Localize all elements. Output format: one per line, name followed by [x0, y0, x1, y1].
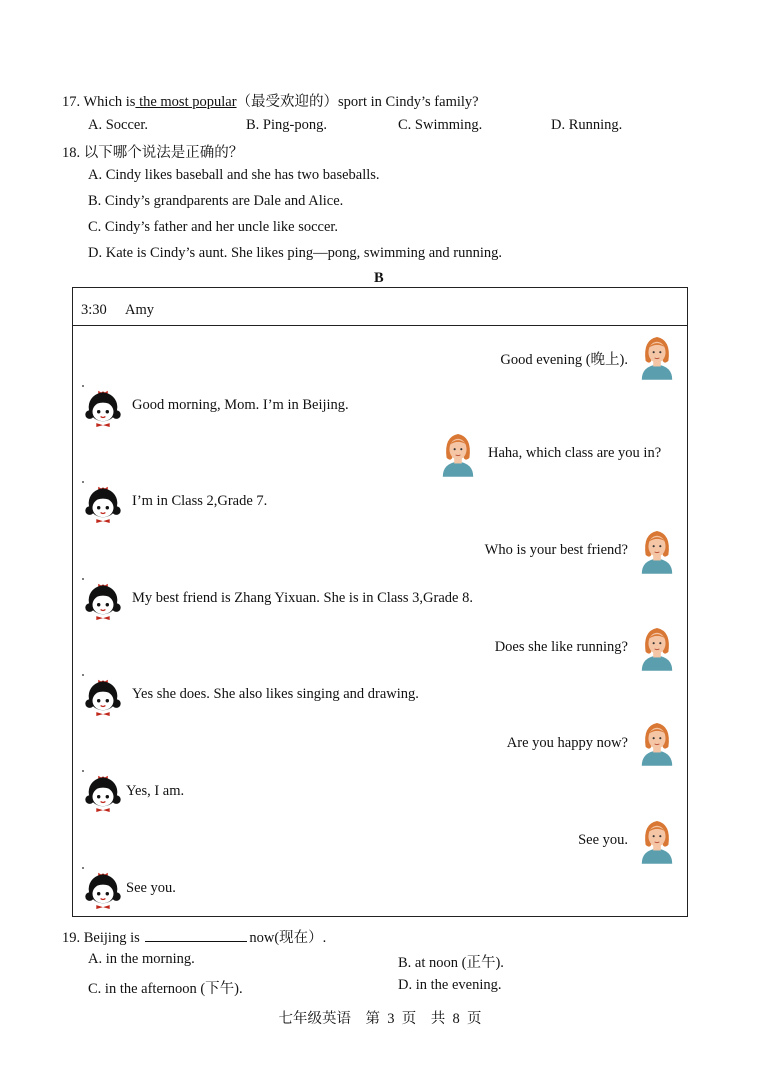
q19-option-a: A. in the morning. — [88, 951, 195, 967]
q19-stem-prefix: 19. Beijing is — [62, 930, 144, 946]
chat-message-mom: Good evening (晚上). — [500, 352, 628, 368]
chat-header — [73, 288, 687, 326]
chat-message-girl: My best friend is Zhang Yixuan. She is in Class 3,Grade 8. — [132, 590, 473, 606]
chat-message-mom: Are you happy now? — [506, 735, 628, 751]
mom-avatar-icon — [638, 622, 676, 672]
chat-message-girl: Yes, I am. — [126, 783, 185, 799]
q18-option-d: D. Kate is Cindy’s aunt. She likes ping—pong, swimming and running. — [88, 245, 503, 261]
q17-stem-underlined: the most popular — [135, 94, 237, 110]
q19-option-b: B. at noon (正午). — [398, 955, 504, 971]
q18-option-c: C. Cindy’s father and her uncle like soccer. — [88, 219, 339, 235]
girl-avatar-icon — [82, 769, 124, 813]
question-19-stem — [62, 926, 326, 947]
girl-avatar-icon — [82, 866, 124, 910]
mom-avatar-icon — [439, 428, 477, 478]
chat-message-mom: Does she like running? — [494, 639, 628, 655]
question-17-stem — [62, 90, 479, 111]
q19-option-c: C. in the afternoon (下午). — [88, 981, 243, 997]
girl-avatar-icon — [82, 480, 124, 524]
chat-message-girl: I’m in Class 2,Grade 7. — [132, 493, 268, 509]
mom-avatar-icon — [638, 717, 676, 767]
q19-answer-blank[interactable] — [145, 929, 247, 942]
q19-stem-suffix: now(现在）. — [249, 930, 327, 946]
girl-avatar-icon — [82, 577, 124, 621]
chat-message-girl: See you. — [126, 880, 176, 896]
section-b-heading: B — [374, 270, 384, 286]
question-18-stem: 18. 以下哪个说法是正确的？ — [62, 145, 244, 161]
q17-stem-prefix: 17. Which is — [62, 94, 136, 110]
q18-option-a: A. Cindy likes baseball and she has two baseballs. — [88, 167, 380, 183]
chat-message-mom: See you. — [578, 832, 628, 848]
q17-option-a: A. Soccer. — [88, 117, 148, 133]
q17-stem-suffix: （最受欢迎的）sport in Cindy’s family? — [236, 94, 479, 110]
chat-message-mom: Who is your best friend? — [484, 542, 628, 558]
q17-option-d: D. Running. — [551, 117, 623, 133]
chat-message-girl: Yes she does. She also likes singing and drawing. — [132, 686, 419, 702]
mom-avatar-icon — [638, 525, 676, 575]
girl-avatar-icon — [82, 384, 124, 428]
chat-name: Amy — [125, 302, 154, 318]
q17-option-c: C. Swimming. — [398, 117, 483, 133]
girl-avatar-icon — [82, 673, 124, 717]
q19-option-d: D. in the evening. — [398, 977, 502, 993]
chat-message-girl: Good morning, Mom. I’m in Beijing. — [132, 397, 349, 413]
q17-option-b: B. Ping-pong. — [246, 117, 327, 133]
page-footer: 七年级英语 第 3 页 共 8 页 — [278, 1011, 482, 1027]
chat-time: 3:30 — [81, 302, 107, 318]
mom-avatar-icon — [638, 815, 676, 865]
chat-message-mom: Haha, which class are you in? — [488, 445, 662, 461]
q18-option-b: B. Cindy’s grandparents are Dale and Alice. — [88, 193, 344, 209]
mom-avatar-icon — [638, 331, 676, 381]
